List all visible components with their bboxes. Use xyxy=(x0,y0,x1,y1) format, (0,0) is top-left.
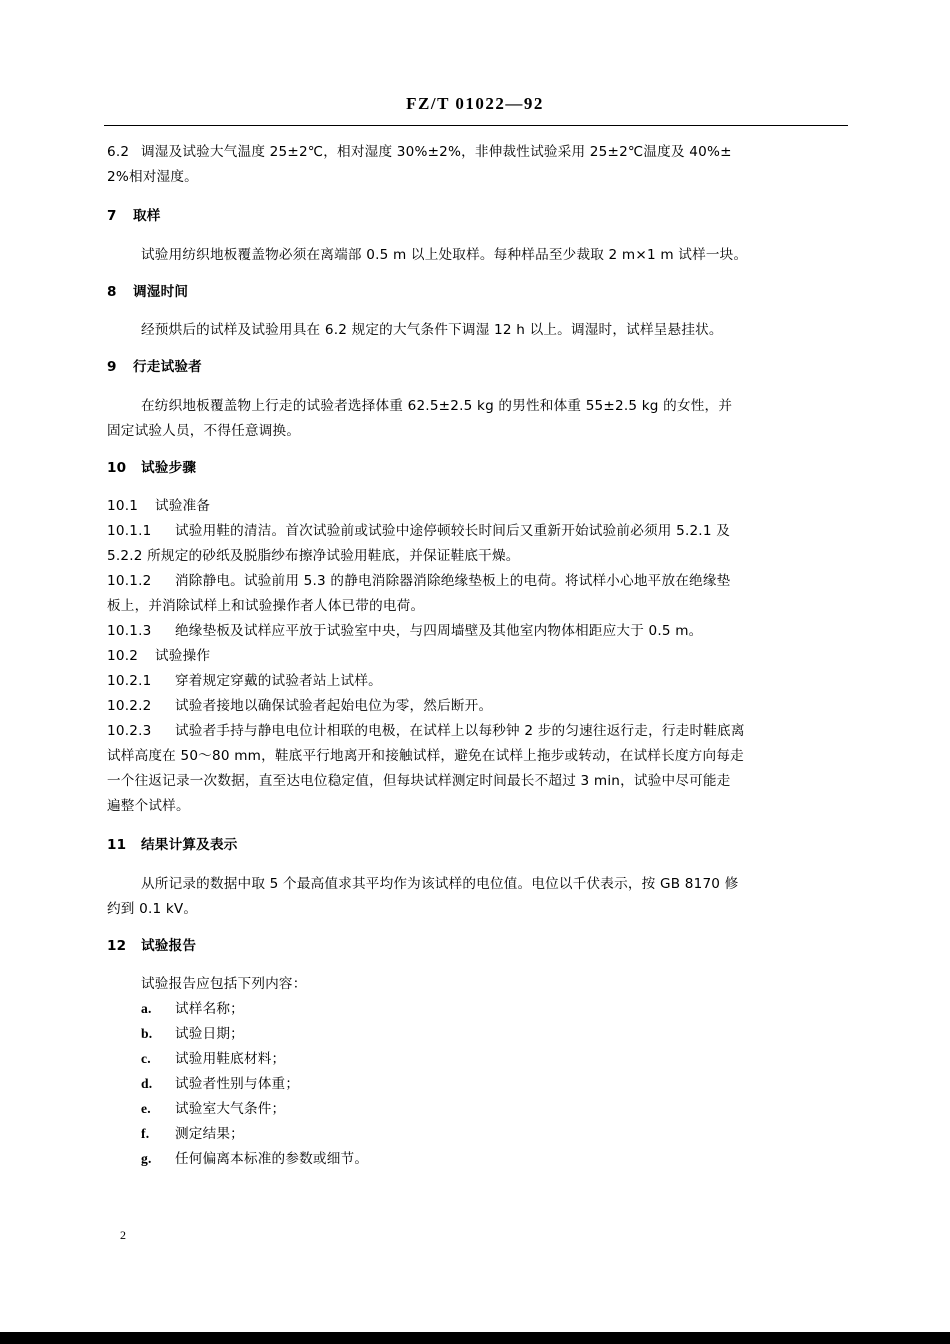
scan-edge-bar xyxy=(0,1332,950,1344)
section-10-heading: 10 试验步骤 xyxy=(107,460,197,476)
section-12-heading: 12 试验报告 xyxy=(107,938,197,954)
clause-10-2-3-line4: 遍整个试样。 xyxy=(107,798,190,814)
standard-code-header: FZ/T 01022—92 xyxy=(406,94,544,113)
section-9-heading: 9 行走试验者 xyxy=(107,359,202,375)
report-item-b: b. 试验日期； xyxy=(141,1026,244,1042)
section-11-heading: 11 结果计算及表示 xyxy=(107,837,238,853)
clause-10-2-2: 10.2.2 试验者接地以确保试验者起始电位为零，然后断开。 xyxy=(107,698,493,714)
clause-10-2-1: 10.2.1 穿着规定穿戴的试验者站上试样。 xyxy=(107,673,382,689)
report-item-c: c. 试验用鞋底材料； xyxy=(141,1051,286,1067)
clause-10-2-3-line2: 试样高度在 50～80 mm，鞋底平行地离开和接触试样，避免在试样上拖步或转动，在试样长度方向每走 xyxy=(107,748,744,764)
report-item-g: g. 任何偏离本标准的参数或细节。 xyxy=(141,1151,369,1167)
report-item-f: f. 测定结果； xyxy=(141,1126,244,1142)
section-7-body: 试验用纺织地板覆盖物必须在离端部 0.5 m 以上处取样。每种样品至少裁取 2 m×1 m 试样一块。 xyxy=(141,247,748,263)
clause-number: 6.2 xyxy=(107,144,130,160)
section-7-heading: 7 取样 xyxy=(107,208,161,224)
clause-10-1: 10.1 试验准备 xyxy=(107,498,211,514)
section-11-body-line1: 从所记录的数据中取 5 个最高值求其平均作为该试样的电位值。电位以千伏表示，按 GB 8170 修 xyxy=(141,876,739,892)
section-11-body-line2: 约到 0.1 kV。 xyxy=(107,901,198,917)
clause-10-2: 10.2 试验操作 xyxy=(107,648,211,664)
report-item-a: a. 试样名称； xyxy=(141,1001,244,1017)
clause-10-1-1-line1: 10.1.1 试验用鞋的清洁。首次试验前或试验中途停顿较长时间后又重新开始试验前必须用 5.2.1 及 xyxy=(107,523,730,539)
clause-10-2-3-line1: 10.2.3 试验者手持与静电电位计相联的电极，在试样上以每秒钟 2 步的匀速往返行走，行走时鞋底离 xyxy=(107,723,745,739)
section-12-intro: 试验报告应包括下列内容： xyxy=(141,976,307,992)
clause-10-1-2-line1: 10.1.2 消除静电。试验前用 5.3 的静电消除器消除绝缘垫板上的电荷。将试样小心地平放在绝缘垫 xyxy=(107,573,731,589)
clause-10-1-2-line2: 板上，并消除试样上和试验操作者人体已带的电荷。 xyxy=(107,598,425,614)
clause-10-2-3-line3: 一个往返记录一次数据，直至达电位稳定值，但每块试样测定时间最长不超过 3 min，试验中尽可能走 xyxy=(107,773,731,789)
header-rule xyxy=(104,125,848,126)
clause-6-2-line1: 6.2 调湿及试验大气温度 25±2℃，相对湿度 30%±2%，非伸裁性试验采用 25±2℃温度及 40%± xyxy=(107,140,849,164)
section-9-body-line1: 在纺织地板覆盖物上行走的试验者选择体重 62.5±2.5 kg 的男性和体重 55±2.5 kg 的女性，并 xyxy=(141,398,733,414)
clause-6-2-line2: 2%相对湿度。 xyxy=(107,169,198,185)
clause-10-1-3-line1: 10.1.3 绝缘垫板及试样应平放于试验室中央，与四周墙壁及其他室内物体相距应大于 0.5 m。 xyxy=(107,623,703,639)
section-8-body: 经预烘后的试样及试验用具在 6.2 规定的大气条件下调湿 12 h 以上。调湿时，试样呈悬挂状。 xyxy=(141,322,723,338)
page-number: 2 xyxy=(120,1228,126,1242)
report-item-d: d. 试验者性别与体重； xyxy=(141,1076,300,1092)
section-9-body-line2: 固定试验人员，不得任意调换。 xyxy=(107,423,301,439)
report-item-e: e. 试验室大气条件； xyxy=(141,1101,286,1117)
clause-10-1-1-line2: 5.2.2 所规定的砂纸及脱脂纱布擦净试验用鞋底，并保证鞋底干燥。 xyxy=(107,548,520,564)
section-8-heading: 8 调湿时间 xyxy=(107,284,189,300)
